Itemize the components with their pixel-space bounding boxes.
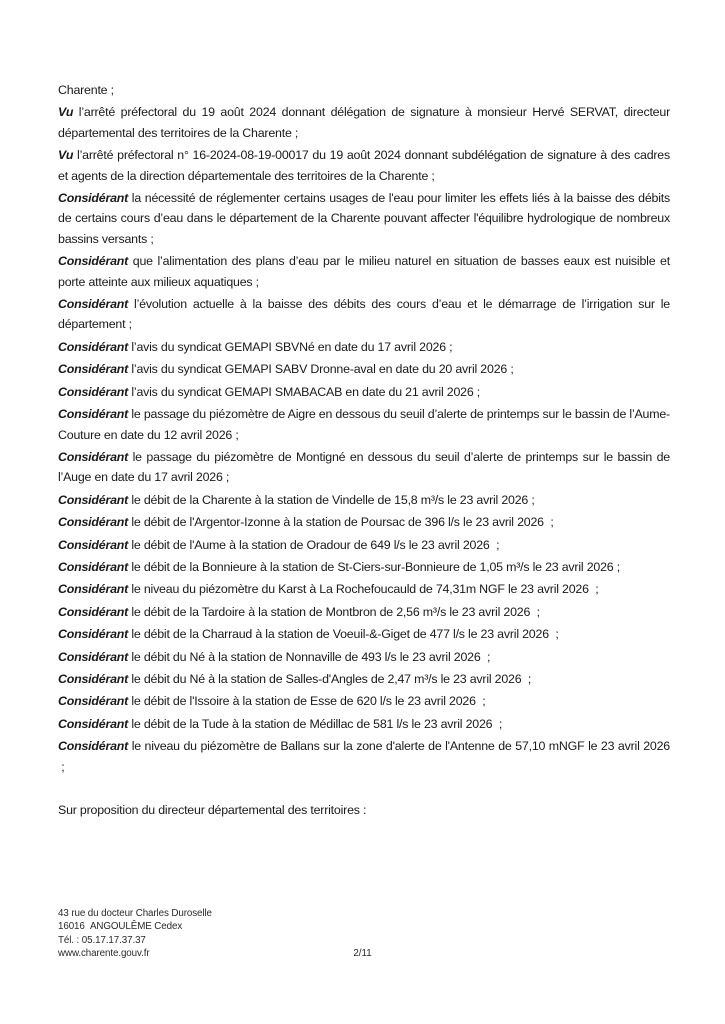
- paragraph-lead: Considérant: [58, 191, 129, 206]
- paragraph-lead: Considérant: [58, 254, 129, 269]
- paragraph-lead: Vu: [58, 105, 74, 120]
- paragraph-lead: Considérant: [58, 492, 129, 507]
- paragraph: Vu l’arrêté préfectoral du 19 août 2024 donnant délégation de signature à monsieur Hervé SERVAT, directeur départemental des territoires de la Charente ;: [58, 105, 670, 140]
- paragraph: Considérant le niveau du piézomètre du Karst à La Rochefoucauld de 74,31m NGF le 23 avril 2026 ;: [58, 582, 599, 597]
- paragraph: Considérant le débit de la Bonnieure à la station de St-Ciers-sur-Bonnieure de 1,05 m³/s le 23 avril 2026 ;: [58, 559, 620, 574]
- paragraph: Charente ;: [58, 83, 114, 97]
- paragraph-lead: Considérant: [58, 627, 129, 642]
- paragraph-lead: Considérant: [58, 604, 129, 619]
- paragraph: Considérant le débit du Né à la station de Nonnaville de 493 l/s le 23 avril 2026 ;: [58, 649, 491, 664]
- paragraph-lead: Considérant: [58, 407, 129, 422]
- paragraph: Considérant que l’alimentation des plans d’eau par le milieu naturel en situation de basses eaux est nuisible et porte atteinte aux milieux aquatiques ;: [58, 254, 670, 289]
- paragraph: Vu l’arrêté préfectoral n° 16-2024-08-19-00017 du 19 août 2024 donnant subdélégation de signature à des cadres et agents de la direction départementale des territoires de la Charente ;: [58, 148, 670, 183]
- paragraph-lead: Considérant: [58, 671, 129, 686]
- paragraph-lead: Considérant: [58, 694, 129, 709]
- paragraph-lead: Considérant: [58, 362, 129, 377]
- website-url: www.charente.gouv.fr: [58, 948, 150, 960]
- paragraph: Considérant l’évolution actuelle à la baisse des débits des cours d’eau et le démarrage de l’irrigation sur le département ;: [58, 297, 670, 332]
- paragraph: Considérant le débit de la Charraud à la station de Voeuil-&-Giget de 477 l/s le 23 avril 2026 ;: [58, 627, 559, 642]
- document-body: [58, 80, 670, 779]
- paragraph: Considérant le débit de la Charente à la station de Vindelle de 15,8 m³/s le 23 avril 2026 ;: [58, 492, 535, 507]
- phone-number: Tél. : 05.17.17.37.37: [58, 934, 146, 946]
- address-line-2: 16016 ANGOULÊME Cedex: [58, 921, 183, 933]
- paragraph-lead: Considérant: [58, 515, 129, 530]
- closing-statement: Sur proposition du directeur départemental des territoires :: [58, 803, 367, 817]
- paragraph-lead: Considérant: [58, 449, 129, 464]
- paragraph-lead: Considérant: [58, 384, 129, 399]
- paragraph-lead: Considérant: [58, 739, 129, 754]
- paragraph-lead: Considérant: [58, 537, 129, 552]
- paragraph-lead: Considérant: [58, 339, 129, 354]
- page-number: 2/11: [353, 948, 372, 959]
- paragraph-lead: Considérant: [58, 559, 129, 574]
- paragraph: Considérant l’avis du syndicat GEMAPI SMABACAB en date du 21 avril 2026 ;: [58, 384, 481, 399]
- paragraph: Considérant l’avis du syndicat GEMAPI SBVNé en date du 17 avril 2026 ;: [58, 339, 453, 354]
- address-line-1: 43 rue du docteur Charles Duroselle: [58, 908, 212, 919]
- paragraph: Considérant le passage du piézomètre de Montigné en dessous du seuil d’alerte de printemps sur le bassin de l’Auge en date du 17 avril 2026 ;: [58, 449, 670, 485]
- paragraph: Considérant la nécessité de réglementer certains usages de l'eau pour limiter les effets liés à la baisse des débits de certains cours d’eau dans le département de la Charente pouvant affecter l'équilibre hydrologique de nombreux bassins versants ;: [58, 191, 670, 246]
- paragraph: Considérant le débit du Né à la station de Salles-d'Angles de 2,47 m³/s le 23 avril 2026 ;: [58, 671, 532, 686]
- paragraph: Considérant le niveau du piézomètre de Ballans sur la zone d'alerte de l'Antenne de 57,10 mNGF le 23 avril 2026 ;: [58, 739, 670, 774]
- paragraph: Considérant le débit de l'Argentor-Izonne à la station de Poursac de 396 l/s le 23 avril 2026 ;: [58, 515, 554, 530]
- paragraph: Considérant le passage du piézomètre de Aigre en dessous du seuil d’alerte de printemps sur le bassin de l’Aume-Couture en date du 12 avril 2026 ;: [58, 407, 670, 442]
- paragraph-lead: Considérant: [58, 716, 129, 731]
- paragraph-lead: Considérant: [58, 649, 129, 664]
- paragraph: Considérant le débit de l'Aume à la station de Oradour de 649 l/s le 23 avril 2026 ;: [58, 537, 500, 552]
- paragraph: Considérant l’avis du syndicat GEMAPI SABV Dronne-aval en date du 20 avril 2026 ;: [58, 362, 514, 377]
- paragraph-lead: Considérant: [58, 582, 129, 597]
- paragraph-lead: Vu: [58, 148, 74, 163]
- paragraph: Considérant le débit de la Tude à la station de Médillac de 581 l/s le 23 avril 2026 ;: [58, 716, 503, 731]
- paragraph-lead: Considérant: [58, 297, 129, 312]
- paragraph: Considérant le débit de la Tardoire à la station de Montbron de 2,56 m³/s le 23 avril 2026 ;: [58, 604, 540, 619]
- paragraph: Considérant le débit de l'Issoire à la station de Esse de 620 l/s le 23 avril 2026 ;: [58, 694, 486, 709]
